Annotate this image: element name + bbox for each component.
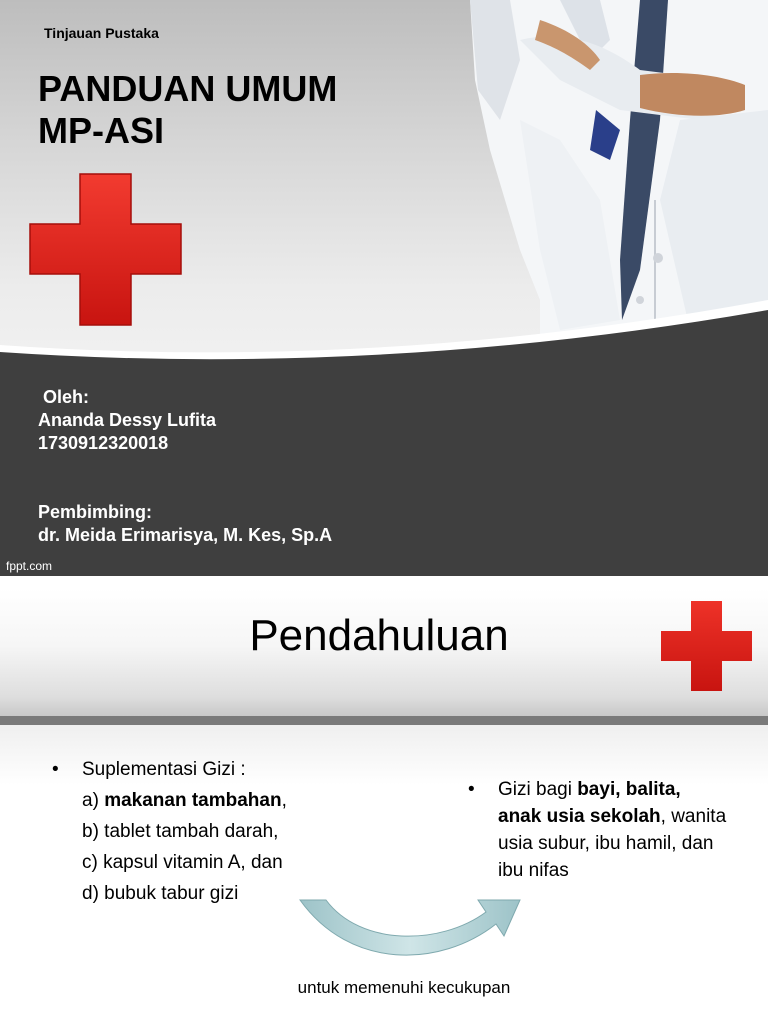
list-item <box>52 785 287 816</box>
red-cross-icon <box>660 600 753 692</box>
title-line-2: MP-ASI <box>38 110 164 151</box>
red-cross-icon <box>28 172 183 327</box>
list-item <box>468 776 728 884</box>
list-heading: Suplementasi Gizi : <box>82 759 246 780</box>
bullet-marker: • <box>52 759 59 780</box>
title-line-1: PANDUAN UMUM <box>38 68 338 109</box>
list-item: c) kapsul vitamin A, dan <box>82 852 283 873</box>
list-item: d) bubuk tabur gizi <box>82 883 239 904</box>
target-suffix: , wanita usia subur, ibu hamil, dan ibu nifas <box>498 806 727 881</box>
presentation-title <box>38 68 418 152</box>
target-bold: bayi, balita, anak usia sekolah <box>498 779 681 827</box>
slide-title: Pendahuluan <box>249 611 509 660</box>
author-name: Ananda Dessy Lufita <box>38 410 217 430</box>
item-a-bold: makanan tambahan <box>104 790 282 811</box>
arrow-caption: untuk memenuhi kecukupan <box>297 978 511 997</box>
curved-arrow-icon <box>290 888 530 968</box>
content-slide <box>0 588 768 1024</box>
supplement-list <box>52 754 287 909</box>
list-item: b) tablet tambah darah, <box>82 821 279 842</box>
header-divider <box>0 716 768 725</box>
item-a-suffix: , <box>281 790 287 811</box>
advisor-label: Pembimbing: <box>38 502 153 522</box>
target-prefix: Gizi bagi <box>498 779 578 800</box>
presentation-subtitle: Tinjauan Pustaka <box>44 25 159 41</box>
target-groups-list <box>468 776 728 884</box>
list-item <box>52 754 287 785</box>
bullet-marker: • <box>468 779 475 800</box>
watermark-text: fppt.com <box>6 559 53 573</box>
student-id: 1730912320018 <box>38 433 169 453</box>
doctor-image <box>470 0 768 345</box>
author-label: Oleh: <box>43 387 90 407</box>
item-a-prefix: a) <box>82 790 105 811</box>
advisor-name: dr. Meida Erimarisya, M. Kes, Sp.A <box>38 525 333 545</box>
